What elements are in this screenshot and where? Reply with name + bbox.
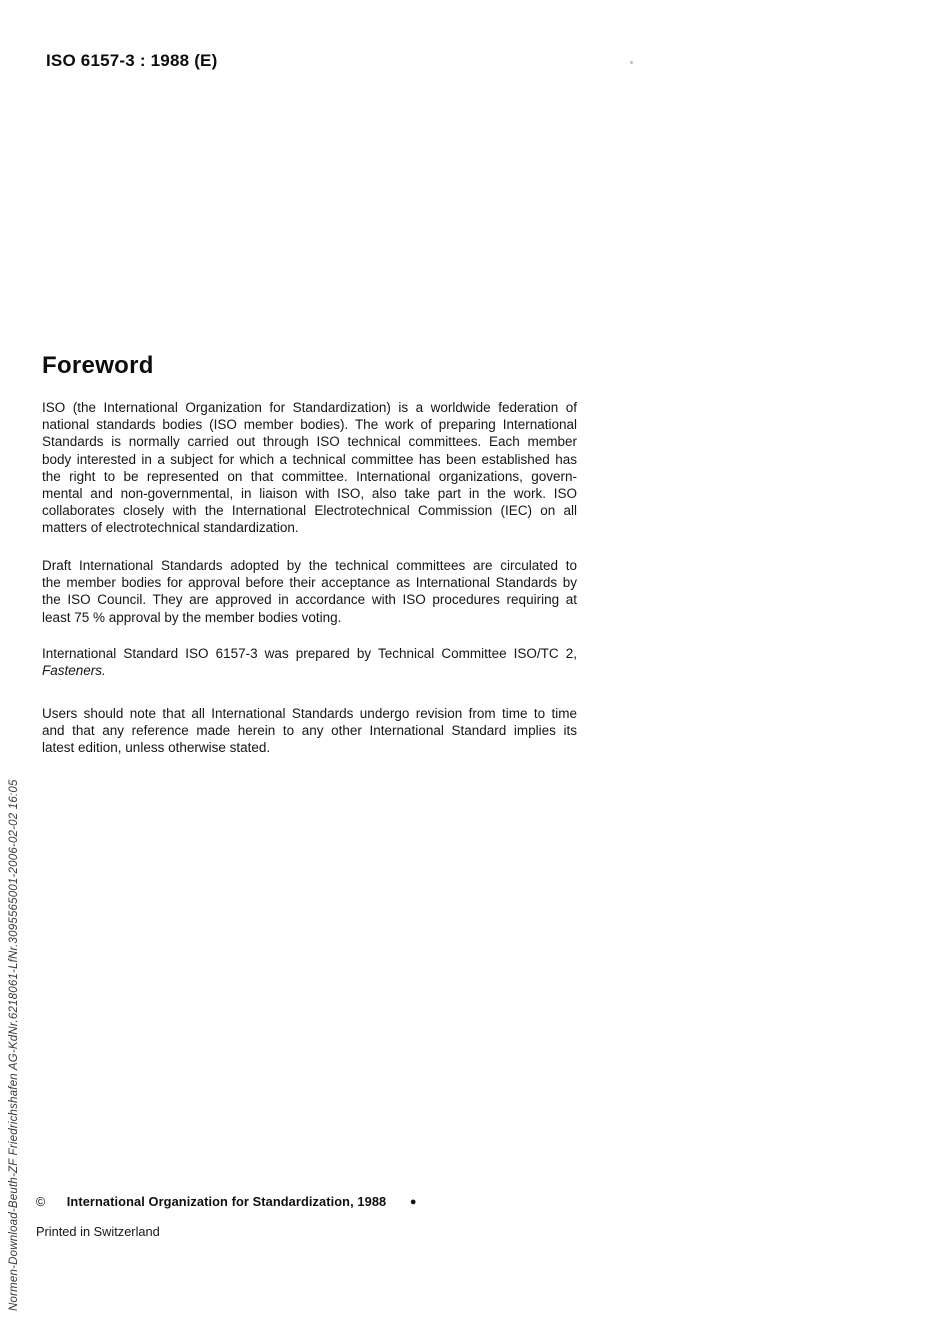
copyright-line xyxy=(36,1193,456,1209)
scan-artifact-dot xyxy=(630,61,633,64)
copyright-icon: © xyxy=(36,1194,46,1209)
standard-number-header: ISO 6157-3 : 1988 (E) xyxy=(46,51,218,70)
text-line: national standards bodies (ISO member bodies). The work of preparing International xyxy=(42,417,577,433)
text-line: International Standard ISO 6157-3 was prepared by Technical Committee ISO/TC 2, xyxy=(42,646,577,661)
foreword-paragraph-3 xyxy=(42,645,577,679)
text-line: latest edition, unless otherwise stated. xyxy=(42,740,271,756)
text-line: the ISO Council. They are approved in accordance with ISO procedures requiring at xyxy=(42,592,577,608)
text-line: and that any reference made herein to any other International Standard implies its xyxy=(42,723,577,739)
text-line: collaborates closely with the International Electrotechnical Commission (IEC) on all xyxy=(42,503,577,519)
text-line: body interested in a subject for which a technical committee has been established has xyxy=(42,451,577,467)
text-line: least 75 % approval by the member bodies voting. xyxy=(42,609,342,625)
text-line: ISO (the International Organization for Standardization) is a worldwide federation of xyxy=(42,400,577,415)
text-line: the right to be represented on that committee. International organizations, govern- xyxy=(42,468,577,484)
foreword-paragraph-4 xyxy=(42,705,577,757)
foreword-paragraph-2 xyxy=(42,557,577,626)
copyright-text: International Organization for Standardization, 1988 xyxy=(66,1194,387,1210)
printed-in-line: Printed in Switzerland xyxy=(36,1224,160,1239)
text-line: Draft International Standards adopted by the technical committees are circulated to xyxy=(42,558,577,573)
download-watermark-vertical-text: Normen-Download-Beuth-ZF Friedrichshafen AG-KdNr.6218061-LfNr.3095565001-2006-02-02 16:05 xyxy=(8,779,20,1311)
text-line: the member bodies for approval before their acceptance as International Standards by xyxy=(42,575,577,591)
text-line: matters of electrotechnical standardization. xyxy=(42,520,299,536)
foreword-heading: Foreword xyxy=(42,352,154,379)
text-line: Users should note that all International Standards undergo revision from time to time xyxy=(42,706,577,721)
bullet-icon: ● xyxy=(409,1195,417,1208)
text-line: Standards is normally carried out through ISO technical committees. Each member xyxy=(42,434,577,450)
text-line-committee-name: Fasteners. xyxy=(42,663,106,679)
text-line: mental and non-governmental, in liaison with ISO, also take part in the work. ISO xyxy=(42,486,577,502)
foreword-paragraph-1 xyxy=(42,399,577,537)
